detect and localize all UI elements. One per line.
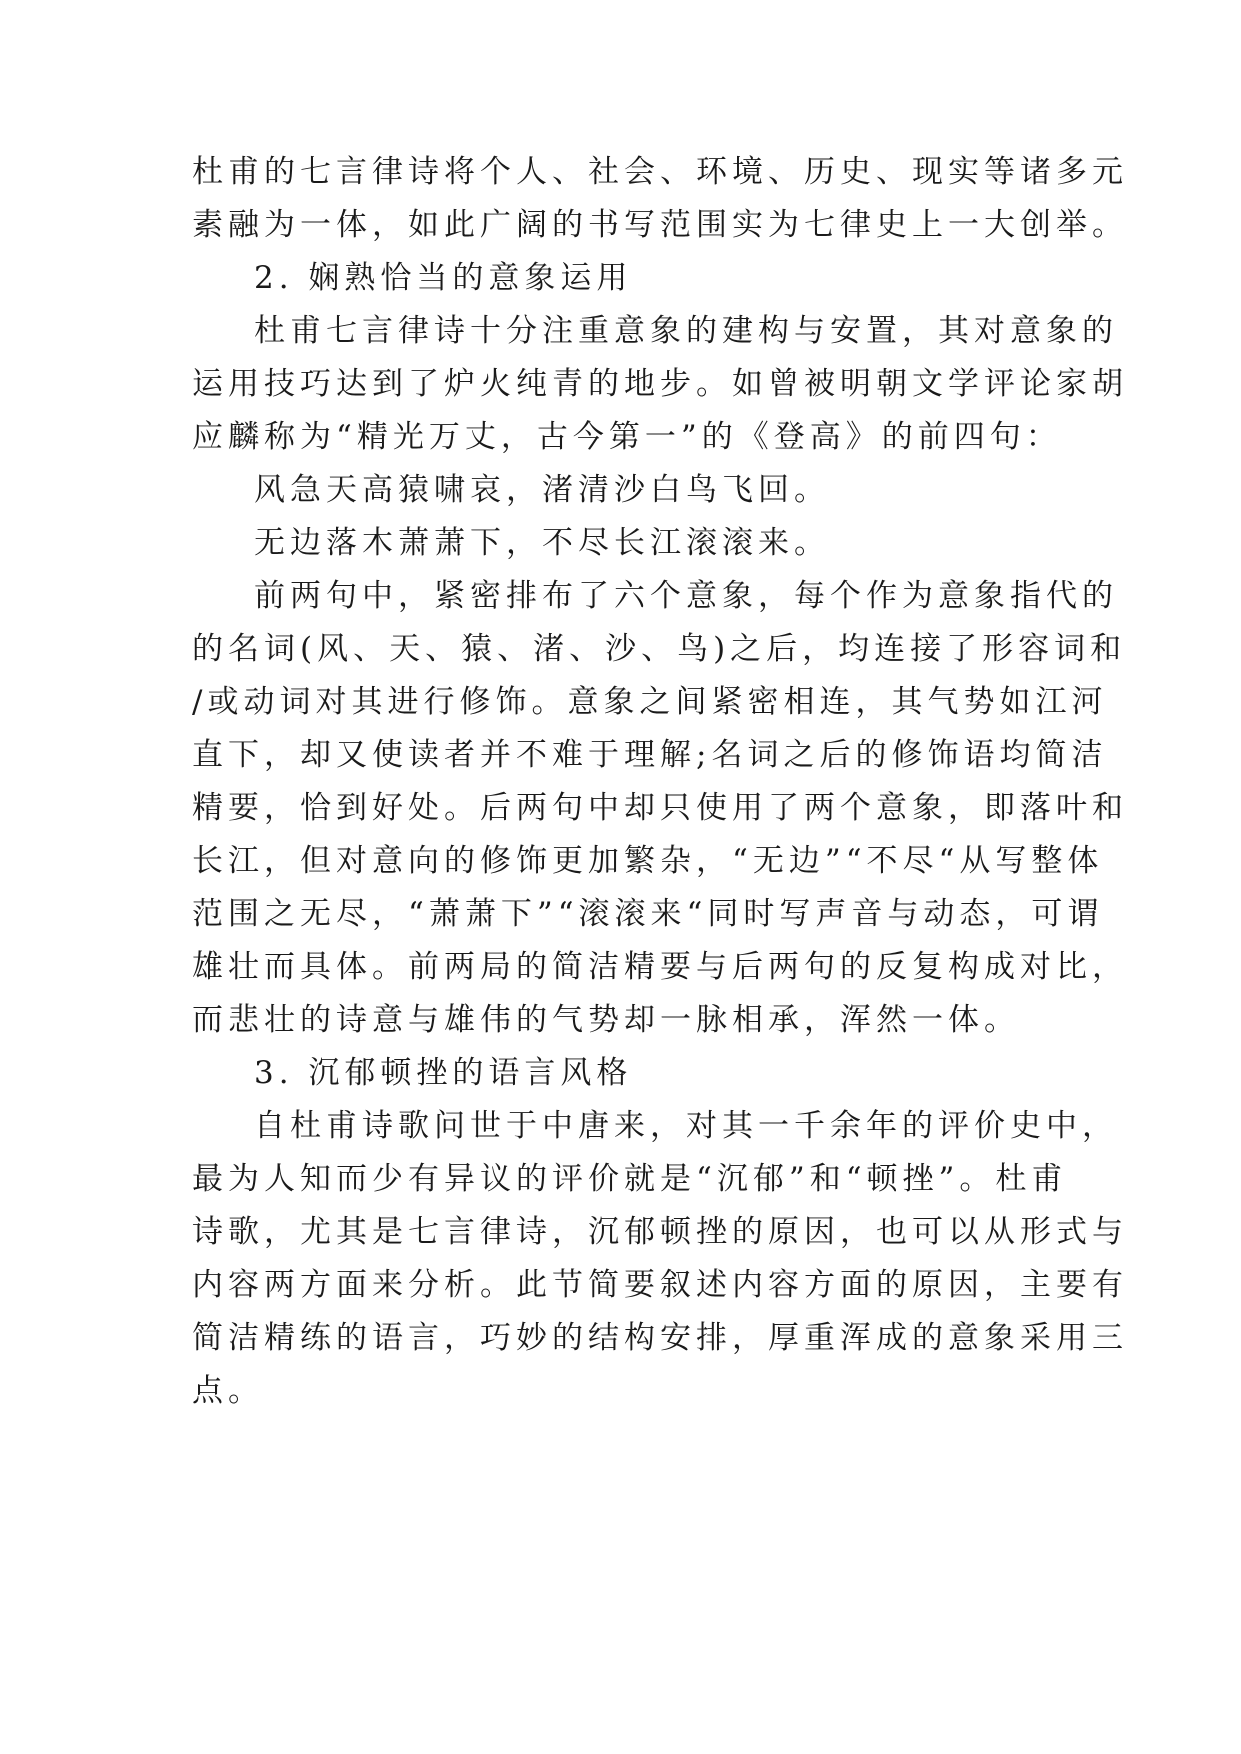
body-text-line: 诗歌，尤其是七言律诗，沉郁顿挫的原因，也可以从形式与 [192, 1214, 1128, 1250]
body-text-line: 素融为一体，如此广阔的书写范围实为七律史上一大创举。 [192, 207, 1128, 243]
body-text-line: 范围之无尽，“萧萧下”“滚滚来“同时写声音与动态，可谓 [192, 896, 1104, 932]
poem-line: 无边落木萧萧下，不尽长江滚滚来。 [254, 525, 830, 561]
body-text-line: 精要，恰到好处。后两句中却只使用了两个意象，即落叶和 [192, 790, 1128, 826]
poem-line: 风急天高猿啸哀，渚清沙白鸟飞回。 [254, 472, 830, 508]
body-text-line: 应麟称为“精光万丈，古今第一”的《登高》的前四句： [192, 419, 1062, 455]
body-text-line: 前两句中，紧密排布了六个意象，每个作为意象指代的 [254, 578, 1118, 614]
body-text-line: 雄壮而具体。前两局的简洁精要与后两句的反复构成对比， [192, 949, 1128, 985]
body-text-line: 长江，但对意向的修饰更加繁杂，“无边”“不尽“从写整体 [192, 843, 1104, 879]
body-text-line: 的名词(风、天、猿、渚、沙、鸟)之后，均连接了形容词和 [192, 631, 1127, 667]
body-text-line: /或动词对其进行修饰。意象之间紧密相连，其气势如江河 [192, 684, 1108, 720]
body-text-line: 自杜甫诗歌问世于中唐来，对其一千余年的评价史中， [254, 1108, 1118, 1144]
body-text-line: 杜甫七言律诗十分注重意象的建构与安置，其对意象的 [254, 313, 1118, 349]
body-text-line: 内容两方面来分析。此节简要叙述内容方面的原因，主要有 [192, 1267, 1128, 1303]
body-text-line: 运用技巧达到了炉火纯青的地步。如曾被明朝文学评论家胡 [192, 366, 1128, 402]
body-text-line: 点。 [192, 1373, 264, 1409]
body-text-line: 最为人知而少有异议的评价就是“沉郁”和“顿挫”。杜甫 [192, 1161, 1068, 1197]
body-text-line: 简洁精练的语言，巧妙的结构安排，厚重浑成的意象采用三 [192, 1320, 1128, 1356]
body-text-line: 而悲壮的诗意与雄伟的气势却一脉相承，浑然一体。 [192, 1002, 1020, 1038]
section-heading: 3. 沉郁顿挫的语言风格 [254, 1055, 633, 1091]
section-heading: 2. 娴熟恰当的意象运用 [254, 260, 633, 296]
body-text-line: 杜甫的七言律诗将个人、社会、环境、历史、现实等诸多元 [192, 154, 1128, 190]
body-text-line: 直下，却又使读者并不难于理解;名词之后的修饰语均简洁 [192, 737, 1108, 773]
